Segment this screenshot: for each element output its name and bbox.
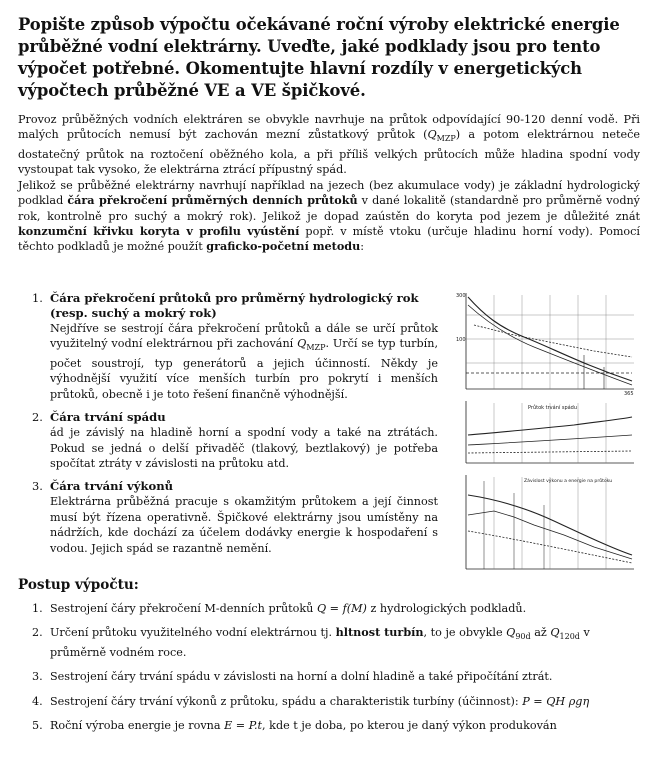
page-title: Popište způsob výpočtu očekávané roční výroby elektrické energie průběžné vodní elektrárny. Uveďte, jaké podklady jsou pro tento výpočet potřebné. Okomentujte hlavní rozdíly v energetických výpočtech průběžné VE a VE špičkové.: [18, 15, 620, 100]
steps-list: [18, 601, 640, 734]
head-duration-panel: [466, 401, 634, 463]
steps-heading: Postup výpočtu:: [18, 576, 139, 593]
list-item: 3. Sestrojení čáry trvání spádu v závislosti na horní a dolní hladině a také připočítání ztrát.: [32, 670, 553, 684]
hydrological-duration-curves-figure: [454, 285, 640, 575]
intro-section: [18, 112, 640, 255]
method-list: [18, 291, 438, 564]
list-item: 3. Čára trvání výkonů Elektrárna průběžná pracuje s okamžitým průtokem a její činnost musí být řízena operativně. Špičkové elektrárny jsou umístěny na nádržích, kde dochází za účelem dodávky energie k hospodaření s vodou. Jejich spád se razantně nemění.: [32, 479, 438, 555]
method-section: [18, 291, 640, 567]
list-item: 4. Sestrojení čáry trvání výkonů z průtoku, spádu a charakteristik turbíny (účinnost): P = QH ρgη: [32, 694, 590, 708]
list-item: 5. Roční výroba energie je rovna E = P.t, kde t je doba, po kterou je daný výkon produkován: [32, 719, 557, 733]
list-item: 1. Sestrojení čáry překročení M-denních průtoků Q = f(M) z hydrologických podkladů.: [32, 601, 527, 615]
svg-text:Závislost výkonu a energie na: Závislost výkonu a energie na průtoku: [524, 478, 613, 484]
svg-text:100: 100: [456, 336, 466, 343]
document-page: [18, 14, 640, 743]
intro-paragraph-2: Jelikož se průběžné elektrárny navrhují například na jezech (bez akumulace vody) je základní hydrologický podklad čára překročení průměrných denních průtoků v dané lokalitě (standardně pro průměrně vodný rok, kontrolně pro suchý a mokrý rok). Jelikož je dopad zaústěn do koryta pod jezem je důležité znát konzumční křivku koryta v profilu vyústění popř. v místě vtoku (určuje hladinu horní vody). Pomocí těchto podkladů je možné použít graficko-početní metodu:: [18, 178, 641, 254]
list-item: 2. Určení průtoku využitelného vodní elektrárnou tj. hltnost turbín, to je obvykle $Q_{90d}$ až $Q_{120d}$ v průměrně vodném roce.: [32, 625, 590, 659]
list-item: 1. Čára překročení průtoků pro průměrný hydrologický rok (resp. suchý a mokrý rok) Nejdříve se sestrojí čára překročení průtoků a dále se určí průtok využitelný vodní elektrárnou při zachování $Q_{MZP}$. Určí se typ turbín, počet soustrojí, typ generátorů a jejich účinností. Někdy je výhodnější využití více menších turbín pro pokrytí i menších průtoků, obecně i je toto řešení finančně výhodnější.: [32, 290, 439, 401]
q-symbol: Q: [427, 128, 437, 142]
svg-text:Průtok trvání spádu: Průtok trvání spádu: [528, 404, 578, 411]
svg-text:365: 365: [624, 390, 634, 397]
svg-text:300: 300: [456, 292, 466, 299]
list-item: 2. Čára trvání spádu ád je závislý na hladině horní a spodní vody a také na ztrátách. Pokud se jedná o delší přivaděč (tlakový, beztlakový) je potřeba spočítat ztráty v závislosti na průtoku atd.: [32, 410, 438, 470]
power-duration-panel: [466, 475, 634, 569]
flow-duration-panel: [456, 293, 634, 397]
intro-paragraph-1: Provoz průběžných vodních elektráren se obvykle navrhuje na průtok odpovídající 90-120 denní vodě. Při malých průtocích nemusí být zachován mezní zůstatkový průtok $(Q_{MZP})$ a potom elektrárnou neteče dostatečný průtok na roztočení oběžného kola, a při příliš velkých průtocích může hladina spodní vody vystoupat tak vysoko, že elektrárna ztrácí přípustný spád.: [18, 113, 640, 177]
